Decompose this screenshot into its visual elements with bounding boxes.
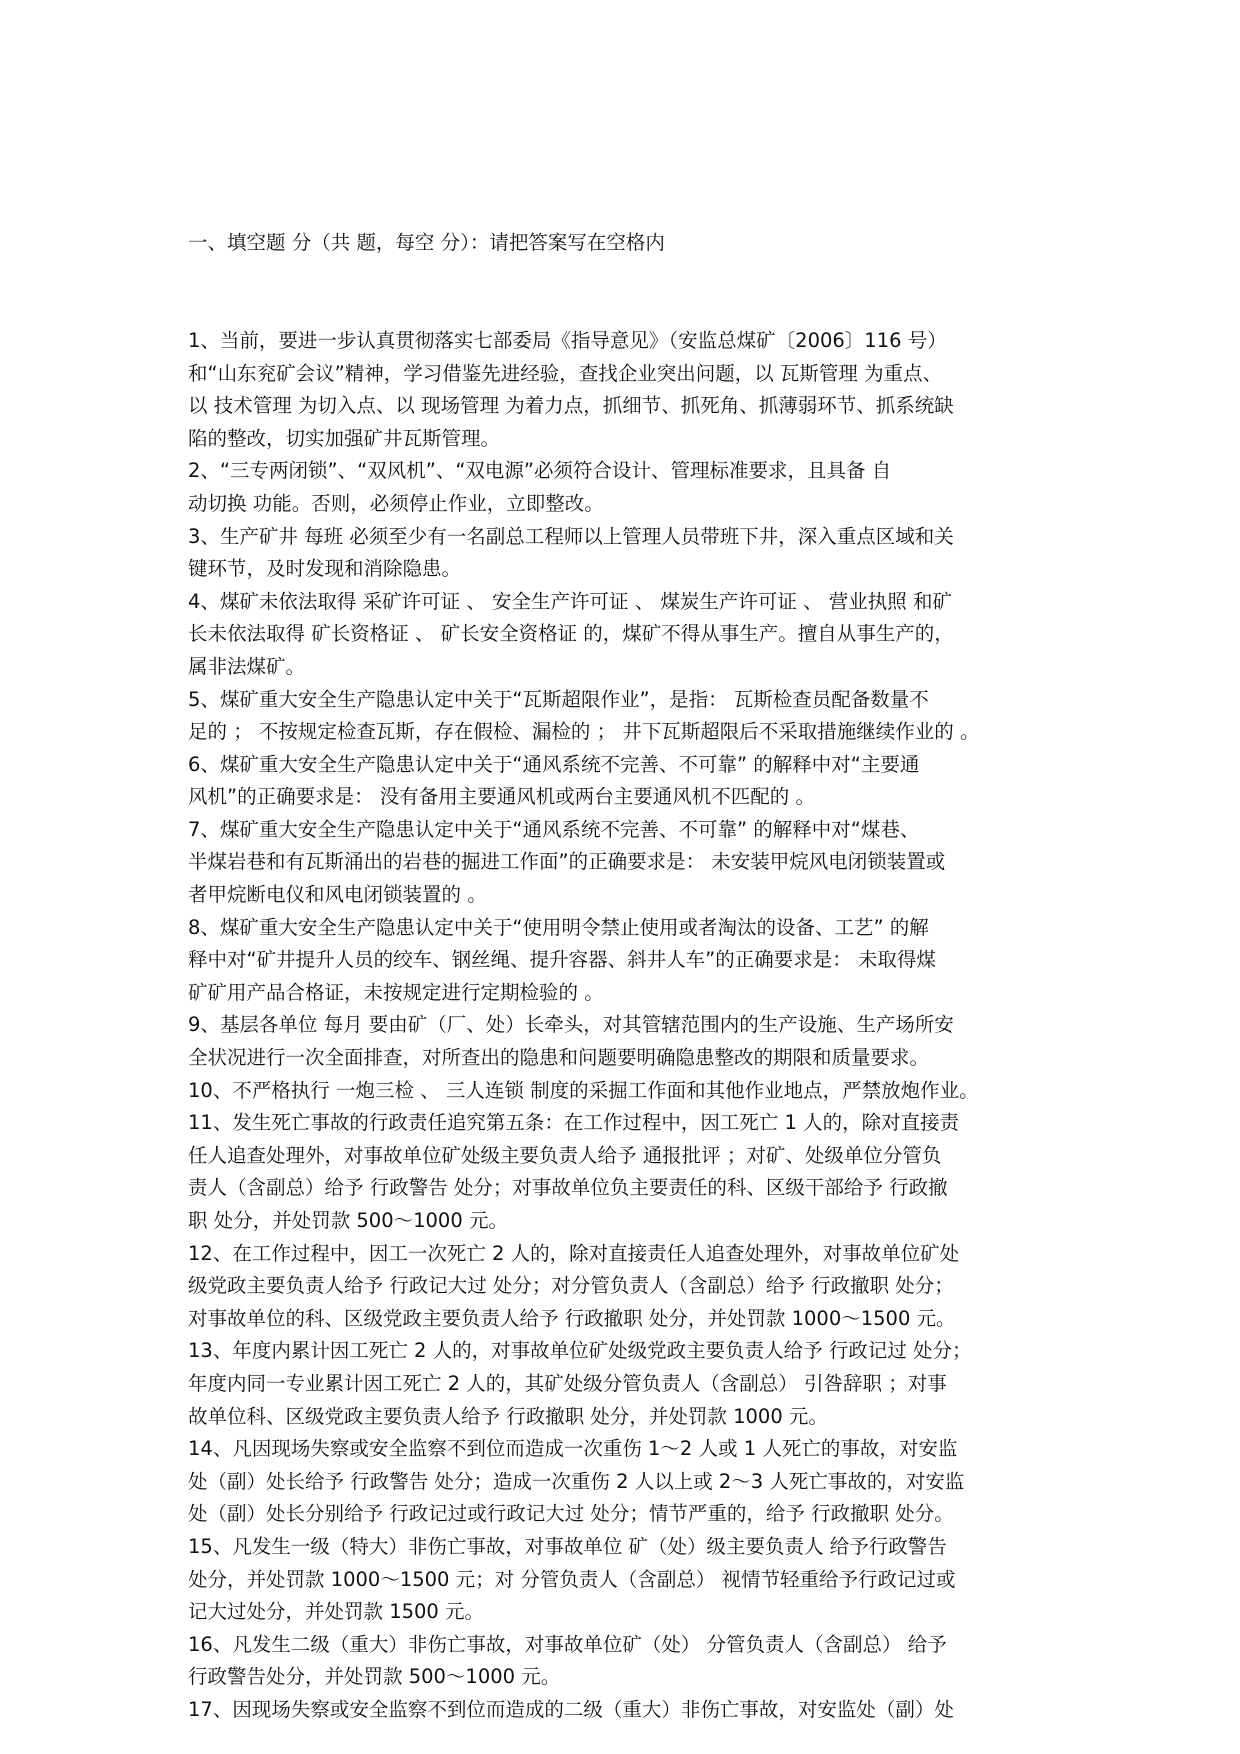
question-paragraph [188,1335,1068,1433]
text-line: 6、煤矿重大安全生产隐患认定中关于“通风系统不完善、不可靠” 的解释中对“主要通 [188,752,920,776]
question-paragraph [188,586,1068,684]
text-line: 1、当前，要进一步认真贯彻落实七部委局《指导意见》（安监总煤矿〔2006〕116 号） [188,328,947,352]
text-line: 和“山东兖矿会议”精神，学习借鉴先进经验，查找企业突出问题，以 瓦斯管理 为重点、 [188,361,943,385]
text-line: 释中对“矿井提升人员的绞车、钢丝绳、提升容器、斜井人车”的正确要求是： 未取得煤 [188,948,936,972]
question-paragraph [188,1075,1068,1108]
text-line: 4、煤矿未依法取得 采矿许可证 、 安全生产许可证 、 煤炭生产许可证 、 营业执照 和矿 [188,589,952,613]
text-line: 12、在工作过程中，因工一次死亡 2 人的，除对直接责任人追查处理外，对事故单位矿处 [188,1241,960,1265]
text-line: 2、“三专两闭锁”、“双风机”、“双电源”必须符合设计、管理标准要求，且具备 自 [188,459,892,483]
text-line: 10、不严格执行 一炮三检 、 三人连锁 制度的采掘工作面和其他作业地点，严禁放炮作业。 [188,1078,979,1102]
question-paragraph [188,1107,1068,1237]
heading-text: 一、填空题 分（共 题，每空 分）：请把答案写在空格内 [188,231,665,255]
text-line: 9、基层各单位 每月 要由矿（厂、处）长牵头，对其管辖范围内的生产设施、生产场所安 [188,1013,954,1037]
text-line: 3、生产矿井 每班 必须至少有一名副总工程师以上管理人员带班下井，深入重点区域和关 [188,524,954,548]
text-line: 陷的整改，切实加强矿井瓦斯管理。 [188,426,501,450]
question-paragraph [188,1009,1068,1074]
text-line: 11、发生死亡事故的行政责任追究第五条：在工作过程中，因工死亡 1 人的，除对直接责 [188,1111,960,1135]
text-line: 以 技术管理 为切入点、以 现场管理 为着力点，抓细节、抓死角、抓薄弱环节、抓系统缺 [188,394,954,418]
question-paragraph [188,749,1068,814]
text-line: 处（副）处长给予 行政警告 处分；造成一次重伤 2 人以上或 2～3 人死亡事故的，对安监 [188,1469,965,1493]
text-line: 处（副）处长分别给予 行政记过或行政记大过 处分；情节严重的，给予 行政撤职 处分。 [188,1502,954,1526]
paragraph-list [188,325,1068,1727]
text-line: 7、煤矿重大安全生产隐患认定中关于“通风系统不完善、不可靠” 的解释中对“煤巷、 [188,817,920,841]
question-paragraph [188,455,1068,520]
text-line: 半煤岩巷和有瓦斯涌出的岩巷的掘进工作面”的正确要求是： 未安装甲烷风电闭锁装置或 [188,850,946,874]
text-line: 记大过处分，并处罚款 1500 元。 [188,1600,485,1624]
question-paragraph [188,1531,1068,1629]
text-line: 行政警告处分，并处罚款 500～1000 元。 [188,1665,561,1689]
question-paragraph [188,1629,1068,1694]
text-line: 级党政主要负责人给予 行政记大过 处分；对分管负责人（含副总）给予 行政撤职 处分； [188,1274,954,1298]
text-line: 键环节，及时发现和消除隐患。 [188,557,462,581]
text-line: 8、煤矿重大安全生产隐患认定中关于“使用明令禁止使用或者淘汰的设备、工艺” 的解 [188,915,929,939]
text-line: 处分，并处罚款 1000～1500 元；对 分管负责人（含副总） 视情节轻重给予行政记过或 [188,1567,956,1591]
question-paragraph [188,684,1068,749]
question-paragraph [188,814,1068,912]
text-line: 者甲烷断电仪和风电闭锁装置的 。 [188,883,487,907]
text-line: 任人追查处理外，对事故单位矿处级主要负责人给予 通报批评 ；对矿、处级单位分管负 [188,1143,942,1167]
question-paragraph [188,521,1068,586]
question-paragraph [188,912,1068,1010]
text-line: 5、煤矿重大安全生产隐患认定中关于“瓦斯超限作业”，是指： 瓦斯检查员配备数量不 [188,687,929,711]
text-line: 责人（含副总）给予 行政警告 处分；对事故单位负主要责任的科、区级干部给予 行政撤 [188,1176,948,1200]
text-line: 动切换 功能。否则，必须停止作业，立即整改。 [188,491,604,515]
text-line: 14、凡因现场失察或安全监察不到位而造成一次重伤 1～2 人或 1 人死亡的事故，对安监 [188,1437,958,1461]
text-line: 风机”的正确要求是： 没有备用主要通风机或两台主要通风机不匹配的 。 [188,785,815,809]
text-line: 职 处分，并处罚款 500～1000 元。 [188,1209,508,1232]
text-line: 16、凡发生二级（重大）非伤亡事故，对事故单位矿（处） 分管负责人（含副总） 给予 [188,1632,947,1656]
document-body [188,162,1068,1727]
text-line: 足的 ； 不按规定检查瓦斯，存在假检、漏检的 ； 井下瓦斯超限后不采取措施继续作业的 。 [188,720,980,744]
section-heading [188,162,1068,325]
text-line: 属非法煤矿。 [188,654,306,678]
text-line: 17、因现场失察或安全监察不到位而造成的二级（重大）非伤亡事故，对安监处（副）处 [188,1697,954,1721]
text-line: 13、年度内累计因工死亡 2 人的，对事故单位矿处级党政主要负责人给予 行政记过 处分； [188,1339,972,1363]
text-line: 15、凡发生一级（特大）非伤亡事故，对事故单位 矿（处）级主要负责人 给予行政警告 [188,1534,947,1558]
text-line: 年度内同一专业累计因工死亡 2 人的，其矿处级分管负责人（含副总） 引咎辞职 ；对事 [188,1371,947,1395]
question-paragraph [188,1238,1068,1336]
question-paragraph [188,1694,1068,1727]
text-line: 全状况进行一次全面排查，对所查出的隐患和问题要明确隐患整改的期限和质量要求。 [188,1046,930,1070]
question-paragraph [188,1433,1068,1531]
text-line: 矿矿用产品合格证，未按规定进行定期检验的 。 [188,980,604,1004]
text-line: 故单位科、区级党政主要负责人给予 行政撤职 处分，并处罚款 1000 元。 [188,1404,828,1428]
text-line: 对事故单位的科、区级党政主要负责人给予 行政撤职 处分，并处罚款 1000～1500 元。 [188,1306,956,1330]
question-paragraph [188,325,1068,455]
text-line: 长未依法取得 矿长资格证 、 矿长安全资格证 的，煤矿不得从事生产。擅自从事生产的， [188,622,954,646]
